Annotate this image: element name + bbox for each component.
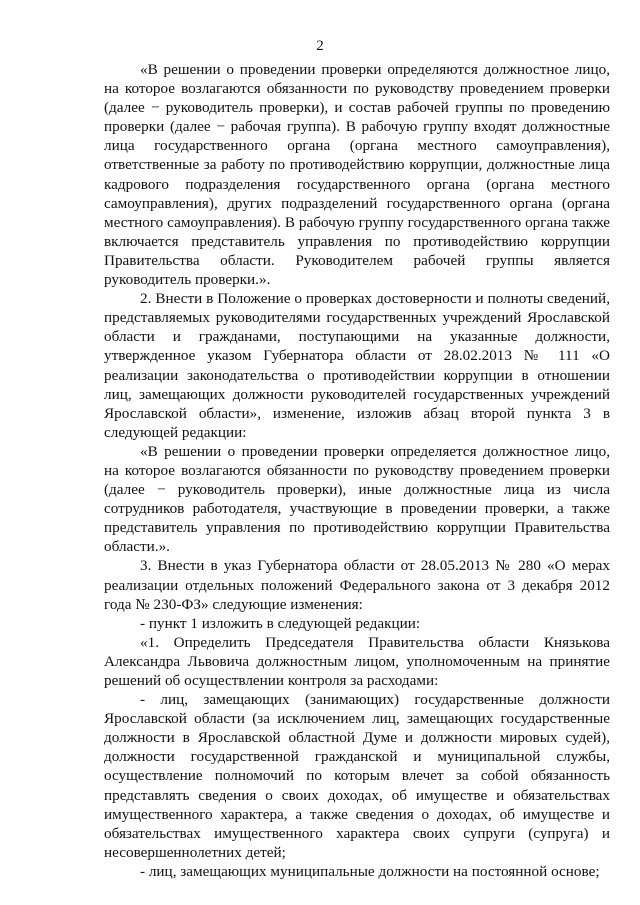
paragraph-item-3-subpoint: - пункт 1 изложить в следующей редакции: bbox=[140, 614, 421, 632]
paragraph-item-2: 2. Внести в Положение о проверках достоверности и полноты сведений, представляемых руководителями государственных учреждений Ярославской области и гражданами, поступающими на указанные должности, утвержденное указом Губернатора области от 28.02.2013 № 111 «О реализации законодательства о противодействии коррупции в отношении лиц, замещающих должности руководителей государственных учреждений Ярославской области», изменение, изложив абзац второй пункта 3 в следующей редакции: bbox=[104, 290, 610, 441]
document-body bbox=[104, 60, 610, 881]
paragraph-list-item-municipal: - лиц, замещающих муниципальные должности на постоянной основе; bbox=[140, 862, 600, 880]
paragraph-item-3-point-1: «1. Определить Председателя Правительства области Князькова Александра Львовича должностным лицом, уполномоченным на принятие решений об осуществлении контроля за расходами: bbox=[104, 633, 610, 689]
page-number: 2 bbox=[316, 38, 324, 54]
paragraph-item-2-new-wording: «В решении о проведении проверки определяется должностное лицо, на которое возлагаются обязанности по руководству проведением проверки (далее − руководитель проверки), иные должностные лица из числа сотрудников работодателя, участвующие в проведении проверки, а также представитель управления по противодействию коррупции Правительства области.». bbox=[104, 442, 610, 556]
paragraph-inspection-decision: «В решении о проведении проверки определяются должностное лицо, на которое возлагаются обязанности по руководству проведением проверки (далее − руководитель проверки), и состав рабочей группы по проведению проверки (далее − рабочая группа). В рабочую группу входят должностные лица государственного органа (органа местного самоуправления), ответственные за работу по противодействию коррупции, должностные лица кадрового подразделения государственного органа (органа местного самоуправления), других подразделений государственного органа (органа местного самоуправления). В рабочую группу государственного органа также включается представитель управления по противодействию коррупции Правительства области. Руководителем рабочей группы является руководитель проверки.». bbox=[104, 61, 610, 289]
paragraph-list-item-officials: - лиц, замещающих (занимающих) государственные должности Ярославской области (за исключением лиц, замещающих государственные должности в Ярославской областной Думе и должности мировых судей), должности государственной гражданской и муниципальной службы, осуществление полномочий по которым влечет за собой обязанность представлять сведения о своих доходах, об имуществе и обязательствах имущественного характера, а также сведения о доходах, об имуществе и обязательствах имущественного характера своих супруги (супруга) и несовершеннолетних детей; bbox=[104, 691, 610, 861]
paragraph-item-3: 3. Внести в указ Губернатора области от 28.05.2013 № 280 «О мерах реализации отдельных положений Федерального закона от 3 декабря 2012 года № 230-ФЗ» следующие изменения: bbox=[104, 557, 610, 613]
